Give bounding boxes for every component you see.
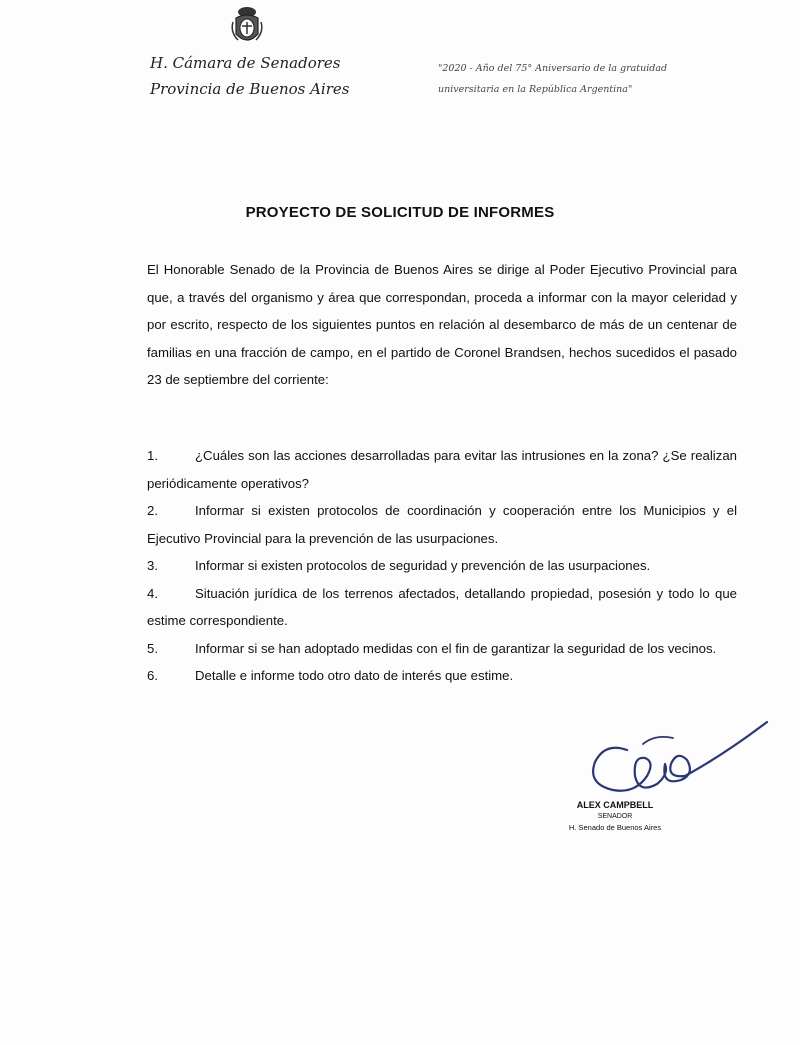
letterhead-line-1: H. Cámara de Senadores	[150, 54, 341, 72]
request-item	[147, 497, 737, 552]
item-number: 1.	[147, 448, 158, 463]
handwritten-signature-icon	[585, 714, 770, 804]
request-item	[147, 442, 737, 497]
item-number: 5.	[147, 640, 158, 656]
signer-role: SENADOR	[597, 813, 633, 820]
signer-name: ALEX CAMPBELL	[576, 800, 654, 810]
motto-line-1: "2020 - Año del 75° Aniversario de la gratuidad	[438, 63, 668, 74]
item-text: Informar si existen protocolos de seguridad y prevención de las usurpaciones.	[195, 558, 651, 573]
item-text: ¿Cuáles son las acciones desarrolladas para evitar las intrusiones en la zona? ¿Se realizan periódicamente operativos?	[147, 448, 737, 491]
request-list	[147, 442, 737, 690]
item-number: 4.	[147, 585, 158, 601]
intro-paragraph: El Honorable Senado de la Provincia de Buenos Aires se dirige al Poder Ejecutivo Provincial para que, a través del organismo y área que correspondan, proceda a informar con la mayor celeridad y por escrito, respecto de los siguientes puntos en relación al desembarco de más de un centenar de familias en una fracción de campo, en el partido de Coronel Brandsen, hechos sucedidos el pasado 23 de septiembre del corriente:	[147, 262, 737, 387]
request-item	[147, 635, 737, 663]
item-text: Detalle e informe todo otro dato de interés que estime.	[195, 668, 514, 683]
letterhead-line-2: Provincia de Buenos Aires	[150, 80, 350, 98]
motto-line-2: universitaria en la República Argentina"	[438, 84, 633, 95]
document-title: PROYECTO DE SOLICITUD DE INFORMES	[245, 204, 555, 221]
item-text: Situación jurídica de los terrenos afectados, detallando propiedad, posesión y todo lo que estime correspondiente.	[147, 585, 737, 628]
item-number: 6.	[147, 668, 158, 683]
item-number: 3.	[147, 558, 158, 573]
request-item	[147, 580, 737, 635]
signer-institution: H. Senado de Buenos Aires	[568, 823, 662, 832]
provincial-seal-icon	[230, 4, 264, 48]
letterhead-institution	[150, 50, 349, 102]
request-item	[147, 552, 737, 580]
item-text: Informar si se han adoptado medidas con el fin de garantizar la seguridad de los vecinos.	[195, 640, 717, 656]
letterhead-motto	[438, 58, 728, 100]
item-text: Informar si existen protocolos de coordinación y cooperación entre los Municipios y el Ejecutivo Provincial para la prevención de las usurpaciones.	[147, 503, 737, 546]
item-number: 2.	[147, 503, 158, 518]
request-item	[147, 662, 737, 690]
signature-block	[540, 800, 690, 833]
